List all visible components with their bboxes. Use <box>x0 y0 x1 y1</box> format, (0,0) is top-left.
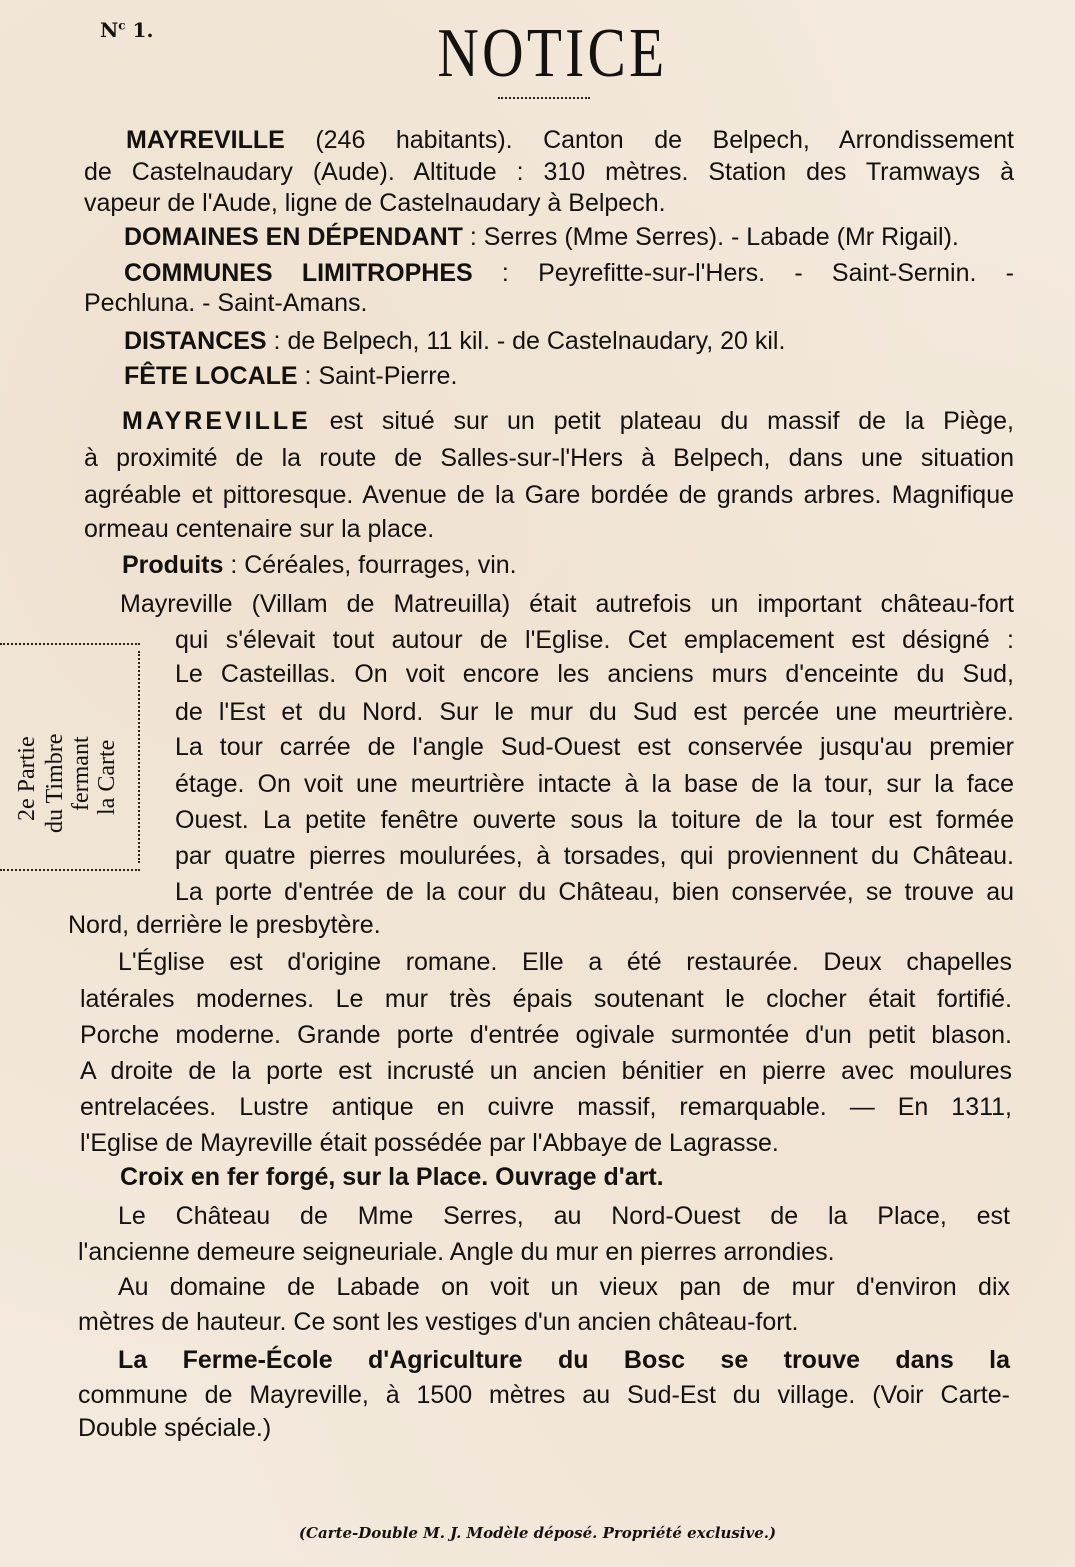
p4-line-5: entrelacées. Lustre antique en cuivre massif, remarquable. — En 1311, <box>80 1093 1012 1121</box>
number-sup: c <box>118 18 126 33</box>
p8-line-2: commune de Mayreville, à 1500 mètres au Sud-Est du village. (Voir Carte- <box>78 1381 1010 1409</box>
p1-line-3: vapeur de l'Aude, ligne de Castelnaudary à Belpech. <box>84 189 666 217</box>
title-divider <box>498 97 590 99</box>
produits-lead: Produits <box>122 551 224 579</box>
p3-line-10: Nord, derrière le presbytère. <box>68 911 381 939</box>
distances-line <box>124 326 785 356</box>
p1-line-2: de Castelnaudary (Aude). Altitude : 310 mètres. Station des Tramways à <box>84 158 1014 186</box>
p4-line-2: latérales modernes. Le mur très épais soutenant le clocher était fortifié. <box>80 985 1012 1013</box>
number-value: 1. <box>125 18 154 42</box>
produits-text: : Céréales, fourrages, vin. <box>223 551 517 579</box>
fete-text: : Saint-Pierre. <box>297 362 458 390</box>
communes-line-2: Pechluna. - Saint-Amans. <box>84 289 368 317</box>
p3-line-6: étage. On voit une meurtrière intacte à la base de la tour, sur la face <box>175 770 1014 798</box>
domaines-text: : Serres (Mme Serres). - Labade (Mr Rigail). <box>462 223 959 251</box>
number-prefix: N <box>100 18 119 42</box>
communes-line <box>124 258 1014 288</box>
p2-line-2: à proximité de la route de Salles-sur-l'Hers à Belpech, dans une situation <box>84 444 1014 472</box>
p2-line-3: agréable et pittoresque. Avenue de la Gare bordée de grands arbres. Magnifique <box>84 481 1014 509</box>
p2-line-4: ormeau centenaire sur la place. <box>84 515 435 543</box>
p1-lead: MAYREVILLE <box>126 126 285 154</box>
p4-line-3: Porche moderne. Grande porte d'entrée ogivale surmontée d'un petit blason. <box>80 1021 1012 1049</box>
stamp-line-4: la Carte <box>94 739 120 815</box>
p7-line-2: mètres de hauteur. Ce sont les vestiges d'un ancien château-fort. <box>78 1308 799 1336</box>
p6-line-2: l'ancienne demeure seigneuriale. Angle du mur en pierres arrondies. <box>78 1238 835 1266</box>
p8-line-3: Double spéciale.) <box>78 1414 272 1442</box>
stamp-line-2: du Timbre <box>42 733 68 833</box>
p3-line-1: Mayreville (Villam de Matreuilla) était autrefois un important château-fort <box>120 590 1014 618</box>
distances-lead: DISTANCES <box>124 327 267 355</box>
p3-line-3: Le Casteillas. On voit encore les anciens murs d'enceinte du Sud, <box>175 660 1014 688</box>
fete-lead: FÊTE LOCALE <box>124 362 298 390</box>
produits-line <box>122 550 517 580</box>
p3-line-5: La tour carrée de l'angle Sud-Ouest est conservée jusqu'au premier <box>175 733 1014 761</box>
p2-text-1: est situé sur un petit plateau du massif de la Piège, <box>310 407 1014 435</box>
stamp-top-border <box>0 643 140 645</box>
p4-line-1: L'Église est d'origine romane. Elle a été restaurée. Deux chapelles <box>118 948 1012 976</box>
p4-line-4: A droite de la porte est incrusté un ancien bénitier en pierre avec moulures <box>80 1057 1012 1085</box>
p2-line-1 <box>122 406 1014 436</box>
stamp-line-3: fermant <box>68 736 94 811</box>
stamp-box <box>0 643 140 871</box>
p4-line-6: l'Eglise de Mayreville était possédée par l'Abbaye de Lagrasse. <box>80 1129 779 1157</box>
communes-text: : Peyrefitte-sur-l'Hers. - Saint-Sernin. - <box>472 259 1014 287</box>
communes-lead: COMMUNES LIMITROPHES <box>124 259 473 287</box>
stamp-line-1: 2e Partie <box>14 736 40 821</box>
p7-line-1: Au domaine de Labade on voit un vieux pan de mur d'environ dix <box>118 1273 1010 1301</box>
p3-line-7: Ouest. La petite fenêtre ouverte sous la toiture de la tour est formée <box>175 806 1014 834</box>
fete-line <box>124 361 457 391</box>
p3-line-4: de l'Est et du Nord. Sur le mur du Sud est percée une meurtrière. <box>175 698 1014 726</box>
page-title: NOTICE <box>437 15 668 92</box>
p8-line-1: La Ferme-École d'Agriculture du Bosc se trouve dans la <box>118 1346 1010 1374</box>
p6-line-1: Le Château de Mme Serres, au Nord-Ouest de la Place, est <box>118 1202 1010 1230</box>
p1-line-1 <box>126 125 1014 155</box>
distances-text: : de Belpech, 11 kil. - de Castelnaudary, 20 kil. <box>266 327 786 355</box>
p5-line-1: Croix en fer forgé, sur la Place. Ouvrage d'art. <box>120 1163 664 1191</box>
p3-line-2: qui s'élevait tout autour de l'Eglise. Cet emplacement est désigné : <box>175 626 1014 654</box>
p3-line-9: La porte d'entrée de la cour du Château, bien conservée, se trouve au <box>175 878 1014 906</box>
p3-line-8: par quatre pierres moulurées, à torsades, qui proviennent du Château. <box>175 842 1014 870</box>
footer-note: (Carte-Double M. J. Modèle déposé. Propriété exclusive.) <box>298 1524 777 1542</box>
stamp-side-border <box>138 651 140 863</box>
p1-text-1: (246 habitants). Canton de Belpech, Arrondissement <box>284 126 1014 154</box>
stamp-bottom-border <box>0 869 140 871</box>
domaines-line <box>124 222 1014 252</box>
domaines-lead: DOMAINES EN DÉPENDANT <box>124 223 463 251</box>
p2-lead: MAYREVILLE <box>122 407 311 435</box>
